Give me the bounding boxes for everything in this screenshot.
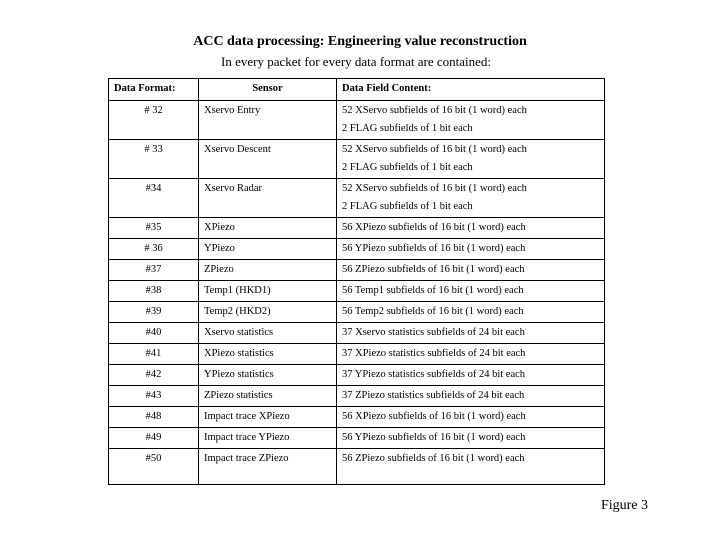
content-line: 37 ZPiezo statistics subfields of 24 bit each — [342, 390, 525, 401]
content-line: 37 YPiezo statistics subfields of 24 bit each — [342, 369, 526, 380]
cell-sensor: Xservo Radar — [199, 179, 337, 218]
content-line: 56 XPiezo subfields of 16 bit (1 word) each — [342, 222, 526, 233]
cell-data-field-content — [337, 365, 605, 386]
table-header-row — [109, 79, 605, 101]
cell-data-format: #35 — [109, 218, 199, 239]
table-row — [109, 260, 605, 281]
cell-data-field-content — [337, 179, 605, 218]
cell-data-format: #39 — [109, 302, 199, 323]
cell-data-field-content — [337, 302, 605, 323]
content-line: 2 FLAG subfields of 1 bit each — [342, 162, 473, 173]
table-row — [109, 302, 605, 323]
content-line: 56 ZPiezo subfields of 16 bit (1 word) each — [342, 453, 525, 464]
cell-data-field-content — [337, 428, 605, 449]
table-row — [109, 365, 605, 386]
cell-data-field-content — [337, 323, 605, 344]
table-row — [109, 179, 605, 218]
cell-data-field-content — [337, 344, 605, 365]
content-line: 37 XPiezo statistics subfields of 24 bit each — [342, 348, 526, 359]
content-line: 37 Xservo statistics subfields of 24 bit each — [342, 327, 525, 338]
content-line: 56 ZPiezo subfields of 16 bit (1 word) each — [342, 264, 525, 275]
content-line: 56 Temp2 subfields of 16 bit (1 word) each — [342, 306, 524, 317]
cell-sensor: ZPiezo statistics — [199, 386, 337, 407]
table-row — [109, 407, 605, 428]
content-line: 56 YPiezo subfields of 16 bit (1 word) each — [342, 432, 526, 443]
header-data-format: Data Format: — [109, 79, 199, 101]
cell-data-format: #34 — [109, 179, 199, 218]
cell-data-format: #38 — [109, 281, 199, 302]
cell-sensor: Impact trace XPiezo — [199, 407, 337, 428]
content-line: 2 FLAG subfields of 1 bit each — [342, 123, 473, 134]
cell-data-format: #50 — [109, 449, 199, 485]
cell-sensor: Temp1 (HKD1) — [199, 281, 337, 302]
content-line: 52 XServo subfields of 16 bit (1 word) each — [342, 144, 527, 155]
table-row — [109, 428, 605, 449]
cell-data-format: #48 — [109, 407, 199, 428]
page-title: ACC data processing: Engineering value reconstruction — [193, 34, 527, 49]
content-line: 56 YPiezo subfields of 16 bit (1 word) each — [342, 243, 526, 254]
cell-data-format: # 33 — [109, 140, 199, 179]
cell-data-field-content — [337, 386, 605, 407]
cell-sensor: Impact trace ZPiezo — [199, 449, 337, 485]
cell-data-format: #43 — [109, 386, 199, 407]
cell-data-field-content — [337, 140, 605, 179]
cell-data-field-content — [337, 449, 605, 485]
page-subtitle: In every packet for every data format are contained: — [221, 54, 491, 69]
cell-sensor: ZPiezo — [199, 260, 337, 281]
cell-sensor: Xservo Entry — [199, 101, 337, 140]
header-data-field-content: Data Field Content: — [337, 79, 605, 101]
cell-sensor: YPiezo — [199, 239, 337, 260]
cell-sensor: Xservo Descent — [199, 140, 337, 179]
table-row — [109, 386, 605, 407]
content-line: 2 FLAG subfields of 1 bit each — [342, 201, 473, 212]
cell-data-format: #41 — [109, 344, 199, 365]
cell-data-field-content — [337, 260, 605, 281]
cell-data-field-content — [337, 407, 605, 428]
cell-data-format: # 32 — [109, 101, 199, 140]
table-row — [109, 218, 605, 239]
cell-data-format: #49 — [109, 428, 199, 449]
cell-sensor: Xservo statistics — [199, 323, 337, 344]
content-line: 56 Temp1 subfields of 16 bit (1 word) each — [342, 285, 524, 296]
cell-data-field-content — [337, 239, 605, 260]
cell-sensor: YPiezo statistics — [199, 365, 337, 386]
table-row — [109, 239, 605, 260]
cell-sensor: Temp2 (HKD2) — [199, 302, 337, 323]
content-line: 52 XServo subfields of 16 bit (1 word) each — [342, 105, 527, 116]
table-row — [109, 449, 605, 485]
table-row — [109, 281, 605, 302]
table-row — [109, 344, 605, 365]
cell-data-field-content — [337, 101, 605, 140]
cell-sensor: Impact trace YPiezo — [199, 428, 337, 449]
cell-data-format: # 36 — [109, 239, 199, 260]
cell-sensor: XPiezo — [199, 218, 337, 239]
header-sensor: Sensor — [199, 79, 337, 101]
cell-data-format: #40 — [109, 323, 199, 344]
table-row — [109, 101, 605, 140]
content-line: 56 XPiezo subfields of 16 bit (1 word) each — [342, 411, 526, 422]
data-format-table — [108, 78, 605, 485]
table-body — [109, 101, 605, 485]
cell-sensor: XPiezo statistics — [199, 344, 337, 365]
cell-data-format: #42 — [109, 365, 199, 386]
cell-data-field-content — [337, 218, 605, 239]
cell-data-format: #37 — [109, 260, 199, 281]
table-row — [109, 140, 605, 179]
table-row — [109, 323, 605, 344]
content-line: 52 XServo subfields of 16 bit (1 word) each — [342, 183, 527, 194]
cell-data-field-content — [337, 281, 605, 302]
figure-label: Figure 3 — [600, 498, 648, 513]
